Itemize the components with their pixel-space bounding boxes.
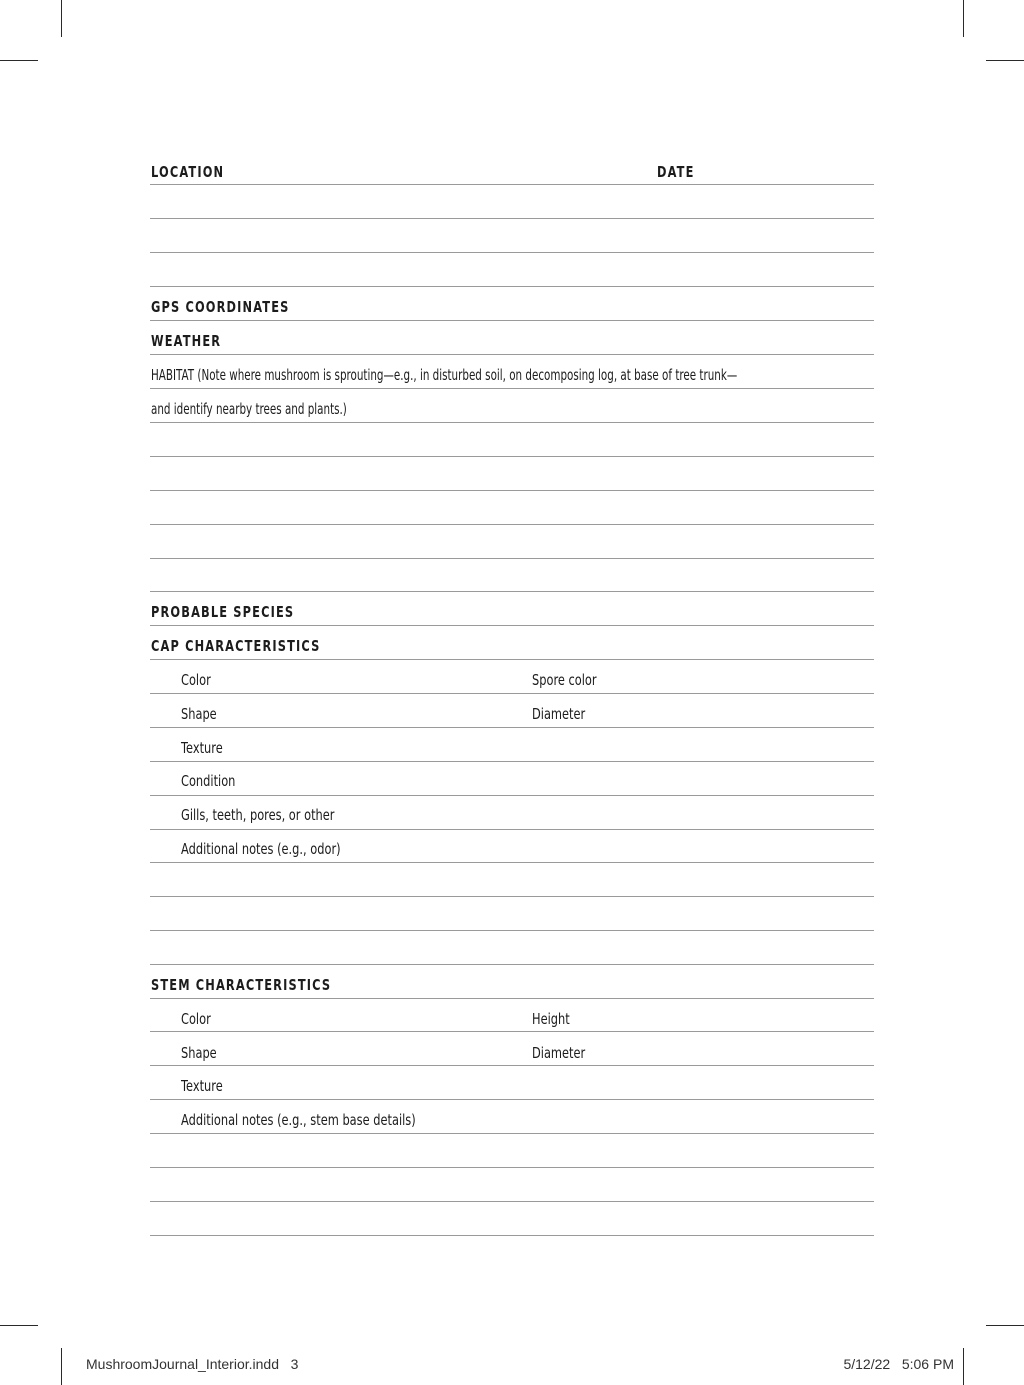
crop-mark xyxy=(986,60,1024,61)
writing-line xyxy=(150,184,874,185)
writing-line xyxy=(150,829,874,830)
cap-heading: CAP CHARACTERISTICS xyxy=(151,637,321,655)
writing-line xyxy=(150,659,874,660)
writing-line xyxy=(150,1167,874,1168)
writing-line xyxy=(150,1133,874,1134)
crop-mark xyxy=(61,0,62,37)
stem-shape-label: Shape xyxy=(181,1044,217,1062)
writing-line xyxy=(150,1031,874,1032)
stem-heading: STEM CHARACTERISTICS xyxy=(151,976,332,994)
cap-shape-label: Shape xyxy=(181,705,217,723)
writing-line xyxy=(150,490,874,491)
writing-line xyxy=(150,591,874,592)
stem-height-label: Height xyxy=(532,1010,570,1028)
cap-color-label: Color xyxy=(181,671,211,689)
cap-spore-color-label: Spore color xyxy=(532,671,597,689)
crop-mark xyxy=(963,1348,964,1385)
writing-line xyxy=(150,354,874,355)
habitat-label-continued: and identify nearby trees and plants.) xyxy=(151,400,347,418)
location-label: LOCATION xyxy=(151,163,225,181)
footer-timestamp: 5/12/22 5:06 PM xyxy=(843,1356,954,1372)
writing-line xyxy=(150,286,874,287)
crop-mark xyxy=(61,1348,62,1385)
writing-line xyxy=(150,524,874,525)
writing-line xyxy=(150,795,874,796)
stem-diameter-label: Diameter xyxy=(532,1044,586,1062)
cap-notes-label: Additional notes (e.g., odor) xyxy=(181,840,341,858)
cap-condition-label: Condition xyxy=(181,772,236,790)
footer-filename: MushroomJournal_Interior.indd 3 xyxy=(86,1356,299,1372)
writing-line xyxy=(150,862,874,863)
writing-line xyxy=(150,456,874,457)
writing-line xyxy=(150,930,874,931)
writing-line xyxy=(150,693,874,694)
crop-mark xyxy=(0,1325,38,1326)
writing-line xyxy=(150,896,874,897)
writing-line xyxy=(150,761,874,762)
writing-line xyxy=(150,1065,874,1066)
writing-line xyxy=(150,1235,874,1236)
writing-line xyxy=(150,964,874,965)
writing-line xyxy=(150,252,874,253)
writing-line xyxy=(150,1201,874,1202)
writing-line xyxy=(150,218,874,219)
writing-line xyxy=(150,320,874,321)
crop-mark xyxy=(986,1325,1024,1326)
habitat-label: HABITAT (Note where mushroom is sprouting—e.g., in disturbed soil, on decomposing log, at base of tree trunk— xyxy=(151,366,738,384)
crop-mark xyxy=(963,0,964,37)
writing-line xyxy=(150,727,874,728)
writing-line xyxy=(150,422,874,423)
cap-texture-label: Texture xyxy=(181,739,223,757)
stem-notes-label: Additional notes (e.g., stem base details) xyxy=(181,1111,416,1129)
writing-line xyxy=(150,625,874,626)
writing-line xyxy=(150,1099,874,1100)
weather-label: WEATHER xyxy=(151,332,222,350)
writing-line xyxy=(150,998,874,999)
writing-line xyxy=(150,388,874,389)
species-label: PROBABLE SPECIES xyxy=(151,603,295,621)
cap-gills-label: Gills, teeth, pores, or other xyxy=(181,806,335,824)
stem-color-label: Color xyxy=(181,1010,211,1028)
writing-line xyxy=(150,558,874,559)
cap-diameter-label: Diameter xyxy=(532,705,586,723)
date-label: DATE xyxy=(657,163,695,181)
stem-texture-label: Texture xyxy=(181,1077,223,1095)
gps-label: GPS COORDINATES xyxy=(151,298,290,316)
crop-mark xyxy=(0,60,38,61)
